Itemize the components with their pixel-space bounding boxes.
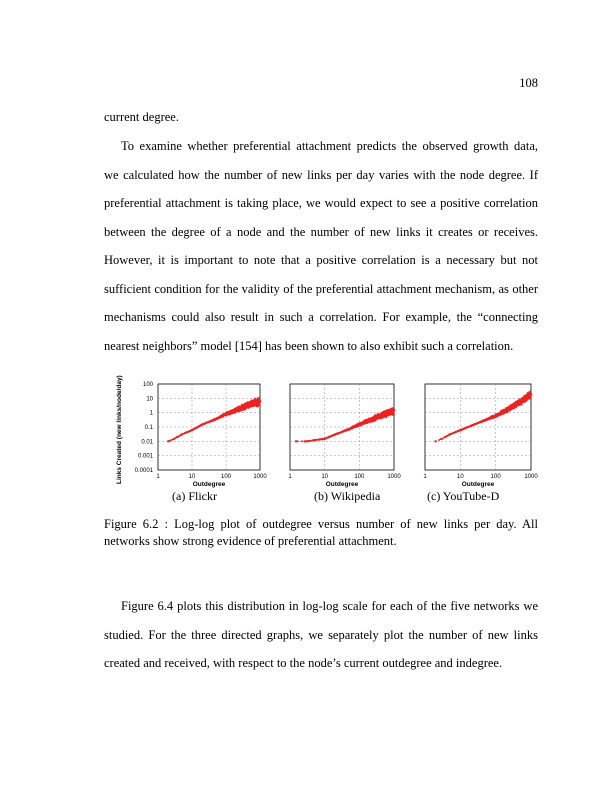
data-point	[318, 439, 320, 441]
trend-point	[313, 439, 315, 441]
data-point	[364, 423, 366, 425]
x-tick-label: 10	[321, 474, 329, 480]
trend-point	[358, 423, 360, 425]
data-point	[466, 427, 468, 429]
data-point	[454, 431, 456, 433]
data-point	[492, 417, 494, 419]
data-point	[382, 417, 384, 419]
data-point	[497, 413, 499, 415]
data-point	[438, 439, 440, 441]
data-point	[339, 432, 341, 434]
data-point	[380, 413, 382, 415]
data-point	[242, 405, 244, 407]
trend-point	[524, 397, 526, 399]
data-point	[242, 409, 244, 411]
data-point	[229, 411, 231, 413]
x-tick-label: 10	[188, 474, 196, 480]
text-line: Figure 6.4 plots this distribution in log-log scale for each of the five networks we	[121, 599, 538, 613]
trend-point	[494, 415, 496, 417]
data-point	[196, 427, 198, 429]
trend-point	[259, 400, 261, 402]
subcaption-c: (c) YouTube-D	[427, 489, 500, 503]
data-point	[209, 420, 211, 422]
data-point	[186, 431, 188, 433]
data-point	[244, 408, 246, 410]
trend-point	[235, 409, 237, 411]
trend-point	[470, 425, 472, 427]
data-point	[476, 423, 478, 425]
data-point	[472, 424, 474, 426]
data-point	[258, 397, 260, 399]
data-point	[257, 398, 259, 400]
text-line: nearest neighbors” model [154] has been shown to also exhibit such a correlation.	[104, 338, 514, 353]
y-tick-label: 0.01	[141, 439, 153, 446]
data-point	[362, 422, 364, 424]
trend-point	[348, 428, 350, 430]
trend-point	[387, 411, 389, 413]
data-point	[250, 405, 252, 407]
data-point	[346, 429, 348, 431]
data-point	[457, 430, 459, 432]
data-point	[250, 400, 252, 402]
caption-line: Figure 6.2 : Log-log plot of outdegree versus number of new links per day. All	[104, 517, 538, 531]
data-point	[328, 437, 330, 439]
trend-point	[254, 401, 256, 403]
data-point	[308, 440, 310, 442]
x-tick-label: 100	[354, 474, 365, 480]
y-tick-label: 100	[142, 382, 153, 388]
trend-point	[181, 433, 183, 435]
data-point	[248, 402, 250, 404]
data-point	[479, 421, 481, 423]
paragraph-figure-6-4	[104, 592, 538, 678]
x-tick-label: 1	[423, 474, 427, 480]
data-point	[391, 411, 393, 413]
x-tick-label: 1	[156, 474, 160, 480]
text-line: To examine whether preferential attachment predicts the observed growth data,	[121, 139, 538, 153]
figure-caption	[104, 516, 538, 550]
data-point	[254, 405, 256, 407]
trend-point	[530, 393, 532, 395]
data-point	[510, 408, 512, 410]
data-point	[239, 409, 241, 411]
y-tick-label: 0.1	[144, 425, 153, 431]
x-tick-label: 10	[456, 474, 464, 480]
data-point	[220, 416, 222, 418]
data-point	[320, 438, 322, 440]
trend-point	[167, 440, 169, 442]
data-point	[500, 410, 502, 412]
data-point	[188, 431, 190, 433]
subcaption-b: (b) Wikipedia	[314, 489, 381, 503]
data-point	[389, 410, 391, 412]
y-tick-label: 0.0001	[134, 468, 153, 474]
data-point	[388, 415, 390, 417]
data-point	[514, 405, 516, 407]
trend-point	[449, 433, 451, 435]
data-point	[203, 423, 205, 425]
trend-point	[441, 438, 443, 440]
data-point	[242, 407, 244, 409]
data-point	[501, 412, 503, 414]
x-axis-label: Outdegree	[325, 481, 359, 488]
page-number: 108	[519, 76, 538, 90]
data-point	[240, 407, 242, 409]
data-point	[522, 397, 524, 399]
data-point	[244, 403, 246, 405]
trend-point	[334, 433, 336, 435]
data-point	[376, 416, 378, 418]
data-point	[512, 406, 514, 408]
data-point	[227, 413, 229, 415]
data-point	[488, 418, 490, 420]
x-tick-label: 1	[288, 474, 292, 480]
x-tick-label: 1000	[524, 474, 538, 480]
trend-point	[434, 440, 436, 442]
trend-point	[369, 419, 371, 421]
y-tick-label: 1	[149, 410, 153, 417]
data-point	[510, 404, 512, 406]
trend-point	[323, 438, 325, 440]
trend-point	[516, 403, 518, 405]
data-point	[223, 414, 225, 416]
trend-point	[191, 429, 193, 431]
data-point	[176, 436, 178, 438]
data-point	[315, 439, 317, 441]
data-point	[508, 408, 510, 410]
x-tick-label: 100	[220, 474, 232, 480]
data-point	[197, 426, 199, 428]
data-point	[528, 393, 530, 395]
data-point	[478, 422, 480, 424]
data-point	[254, 398, 256, 400]
data-point	[519, 402, 521, 404]
data-point	[353, 426, 355, 428]
x-tick-label: 1000	[253, 474, 267, 480]
plot-frame	[158, 384, 260, 470]
text-line: mechanisms could also result in such a correlation. For example, the “connecting	[104, 310, 538, 324]
trend-point	[305, 440, 307, 442]
data-point	[248, 405, 250, 407]
data-point	[252, 402, 254, 404]
data-point	[218, 417, 220, 419]
y-axis-label: Links Created (new links/node/day)	[116, 375, 123, 484]
data-point	[387, 409, 389, 411]
trend-point	[393, 409, 395, 411]
data-point	[377, 413, 379, 415]
trend-point	[245, 405, 247, 407]
data-point	[502, 413, 504, 415]
trend-point	[459, 429, 461, 431]
data-point	[236, 407, 238, 409]
data-point	[208, 421, 210, 423]
trend-point	[295, 440, 297, 442]
trend-point	[379, 415, 381, 417]
data-point	[357, 425, 359, 427]
data-point	[525, 399, 527, 401]
text-line: However, it is important to note that a positive correlation is a necessary but not	[104, 253, 538, 267]
data-point	[231, 410, 233, 412]
data-point	[506, 412, 508, 414]
data-point	[503, 409, 505, 411]
trend-point	[173, 438, 175, 440]
text-line: current degree.	[104, 110, 179, 124]
data-point	[383, 413, 385, 415]
trend-point	[505, 409, 507, 411]
text-line: preferential attachment is taking place, we would expect to see a positive correlation	[104, 196, 538, 210]
data-point	[194, 428, 196, 430]
data-point	[331, 435, 333, 437]
trend-point	[201, 423, 203, 425]
trend-point	[225, 413, 227, 415]
y-tick-label: 0.001	[137, 453, 153, 460]
data-point	[257, 406, 259, 408]
text-line: studied. For the three directed graphs, we separately plot the number of new links	[104, 627, 538, 642]
caption-line: networks show strong evidence of preferential attachment.	[104, 534, 397, 548]
data-point	[178, 436, 180, 438]
text-line: sufficient condition for the validity of the preferential attachment mechanism, as other	[104, 281, 538, 296]
data-point	[366, 420, 368, 422]
data-point	[530, 390, 532, 392]
data-point	[337, 432, 339, 434]
x-axis-label: Outdegree	[192, 481, 226, 488]
x-axis-label: Outdegree	[461, 481, 495, 488]
trend-point	[484, 419, 486, 421]
data-point	[301, 440, 303, 442]
data-point	[350, 428, 352, 430]
data-point	[322, 438, 324, 440]
data-point	[515, 401, 517, 403]
data-point	[373, 417, 375, 419]
data-point	[341, 431, 343, 433]
subcaption-a: (a) Flickr	[172, 489, 217, 503]
data-point	[171, 439, 173, 441]
trend-point	[215, 418, 217, 420]
data-point	[463, 428, 465, 430]
data-point	[510, 407, 512, 409]
text-line: created and received, with respect to the node’s current outdegree and indegree.	[104, 656, 503, 670]
data-point	[508, 410, 510, 412]
data-point	[385, 413, 387, 415]
text-line: between the degree of a node and the number of new links it creates or receives.	[104, 224, 538, 239]
y-tick-label: 10	[146, 396, 153, 403]
data-point	[452, 432, 454, 434]
data-point	[520, 399, 522, 401]
text-line: we calculated how the number of new links per day varies with the node degree. If	[104, 167, 538, 182]
data-point	[303, 440, 305, 442]
x-tick-label: 1000	[387, 474, 401, 480]
x-tick-label: 100	[490, 474, 501, 480]
